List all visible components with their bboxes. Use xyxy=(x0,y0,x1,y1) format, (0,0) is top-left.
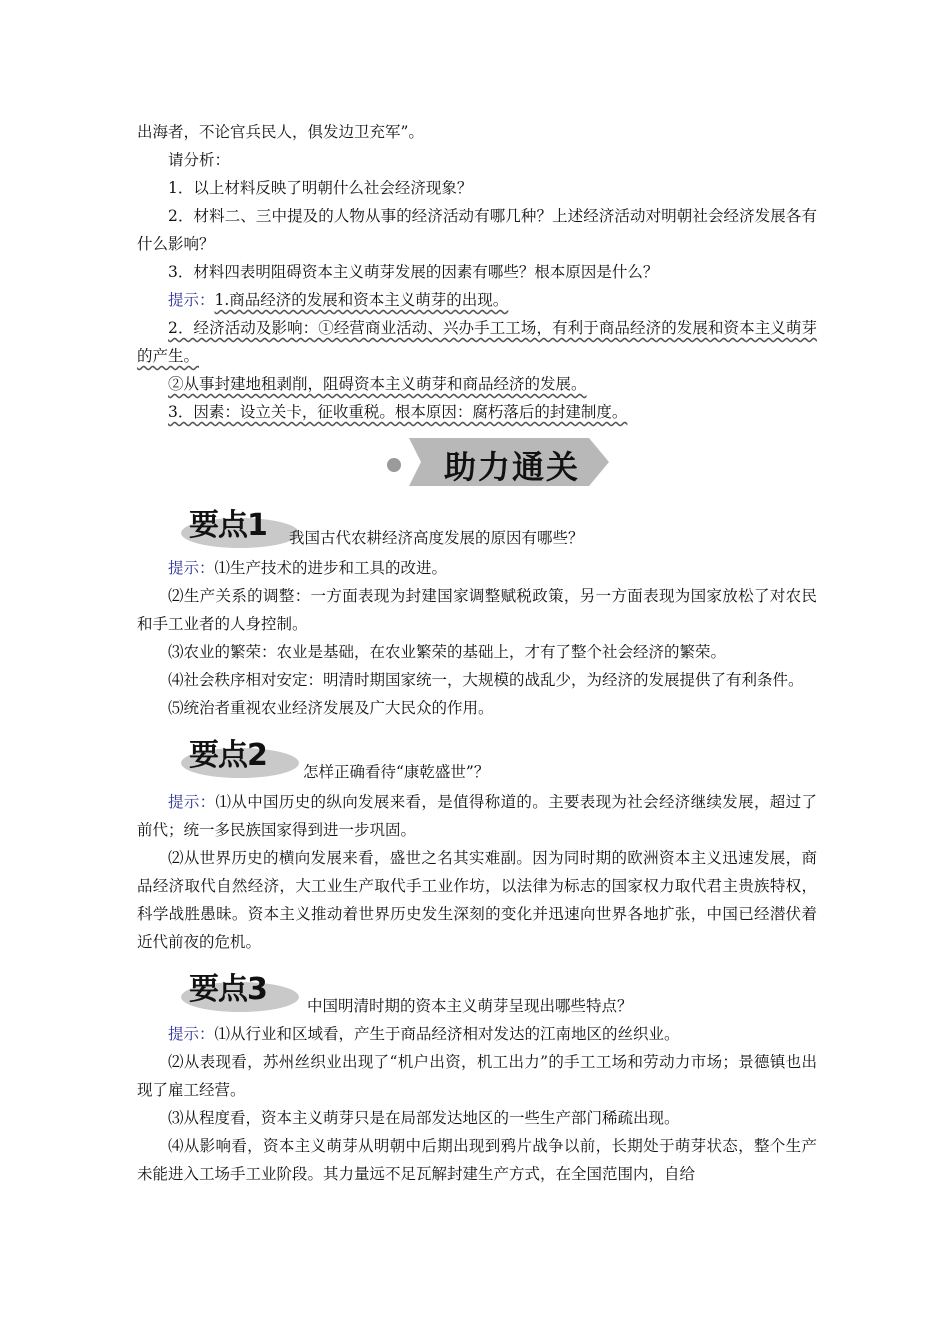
key-point-1-header xyxy=(137,500,817,554)
key-point-label: 要点1 xyxy=(189,508,267,543)
kp3-text-3: ⑶从程度看，资本主义萌芽只是在局部发达地区的一些生产部门稀疏出现。 xyxy=(168,1109,680,1127)
hint-label: 提示： xyxy=(168,559,215,577)
kp3-text-2: ⑵从表现看，苏州丝织业出现了“机户出资，机工出力”的手工工场和劳动力市场；景德镇也出现了雇工经营。 xyxy=(137,1053,817,1099)
kp2-text-2: ⑵从世界历史的横向发展来看，盛世之名其实难副。因为同时期的欧洲资本主义迅速发展，商品经济取代自然经济，大工业生产取代手工业作坊，以法律为标志的国家权力取代君主贵族特权，科学战胜愚昧。资本主义推动着世界历史发生深刻的变化并迅速向世界各地扩张，中国已经潜伏着近代前夜的危机。 xyxy=(137,849,817,951)
key-point-label: 要点3 xyxy=(189,972,267,1007)
answer-1-text: 1.商品经济的发展和资本主义萌芽的出现。 xyxy=(214,291,509,309)
question-2: 2．材料二、三中提及的人物从事的经济活动有哪几种？上述经济活动对明朝社会经济发展各有什么影响？ xyxy=(137,207,817,253)
key-point-question: 中国明清时期的资本主义萌芽呈现出哪些特点？ xyxy=(307,997,633,1015)
key-point-3-header xyxy=(137,964,817,1018)
answer-3 xyxy=(137,398,817,426)
answer-2 xyxy=(137,314,817,370)
answer-2b xyxy=(137,370,817,398)
key-point-label: 要点2 xyxy=(189,738,267,773)
banner-title: 助力通关 xyxy=(443,448,580,486)
answer-3-text: 3．因素：设立关卡，征收重税。根本原因：腐朽落后的封建制度。 xyxy=(168,403,628,421)
kp1-text-2: ⑵生产关系的调整：一方面表现为封建国家调整赋税政策，另一方面表现为国家放松了对农民和手工业者的人身控制。 xyxy=(137,587,817,633)
intro-line: 出海者，不论官兵民人，俱发边卫充军”。 xyxy=(137,123,424,141)
analyze-label: 请分析： xyxy=(168,151,231,169)
hint-label: 提示： xyxy=(168,291,215,309)
answer-2b-text: ②从事封建地租剥削，阻碍资本主义萌芽和商品经济的发展。 xyxy=(168,375,587,393)
kp2-text-1: ⑴从中国历史的纵向发展来看，是值得称道的。主要表现为社会经济继续发展，超过了前代；统一多民族国家得到进一步巩固。 xyxy=(137,793,817,839)
hint-label: 提示： xyxy=(168,1025,215,1043)
key-point-question: 怎样正确看待“康乾盛世”？ xyxy=(303,763,490,781)
kp1-hint-1 xyxy=(137,554,817,582)
hint-label: 提示： xyxy=(168,793,216,811)
page-content xyxy=(137,118,817,1188)
kp3-hint-1 xyxy=(137,1020,817,1048)
answer-1 xyxy=(137,286,817,314)
key-point-2-header xyxy=(137,730,817,784)
banner-dot xyxy=(387,458,401,472)
kp2-hint-1 xyxy=(137,788,817,844)
question-3: 3．材料四表明阻碍资本主义萌芽发展的因素有哪些？根本原因是什么？ xyxy=(168,263,659,281)
kp1-text-4: ⑷社会秩序相对安定：明清时期国家统一，大规模的战乱少，为经济的发展提供了有利条件。 xyxy=(168,671,804,689)
kp1-text-1: ⑴生产技术的进步和工具的改进。 xyxy=(214,559,448,577)
kp1-text-5: ⑸统治者重视农业经济发展及广大民众的作用。 xyxy=(168,699,494,717)
question-1: 1．以上材料反映了明朝什么社会经济现象？ xyxy=(168,179,473,197)
answer-2-text: 2．经济活动及影响：①经营商业活动、兴办手工工场，有利于商品经济的发展和资本主义萌芽的产生。 xyxy=(137,319,817,365)
kp3-text-4: ⑷从影响看，资本主义萌芽从明朝中后期出现到鸦片战争以前，长期处于萌芽状态，整个生产未能进入工场手工业阶段。其力量远不足瓦解封建生产方式，在全国范围内，自给 xyxy=(137,1137,817,1183)
key-point-question: 我国古代农耕经济高度发展的原因有哪些？ xyxy=(289,529,584,547)
section-banner xyxy=(137,436,817,494)
kp1-text-3: ⑶农业的繁荣：农业是基础，在农业繁荣的基础上，才有了整个社会经济的繁荣。 xyxy=(168,643,727,661)
kp3-text-1: ⑴从行业和区域看，产生于商品经济相对发达的江南地区的丝织业。 xyxy=(214,1025,680,1043)
